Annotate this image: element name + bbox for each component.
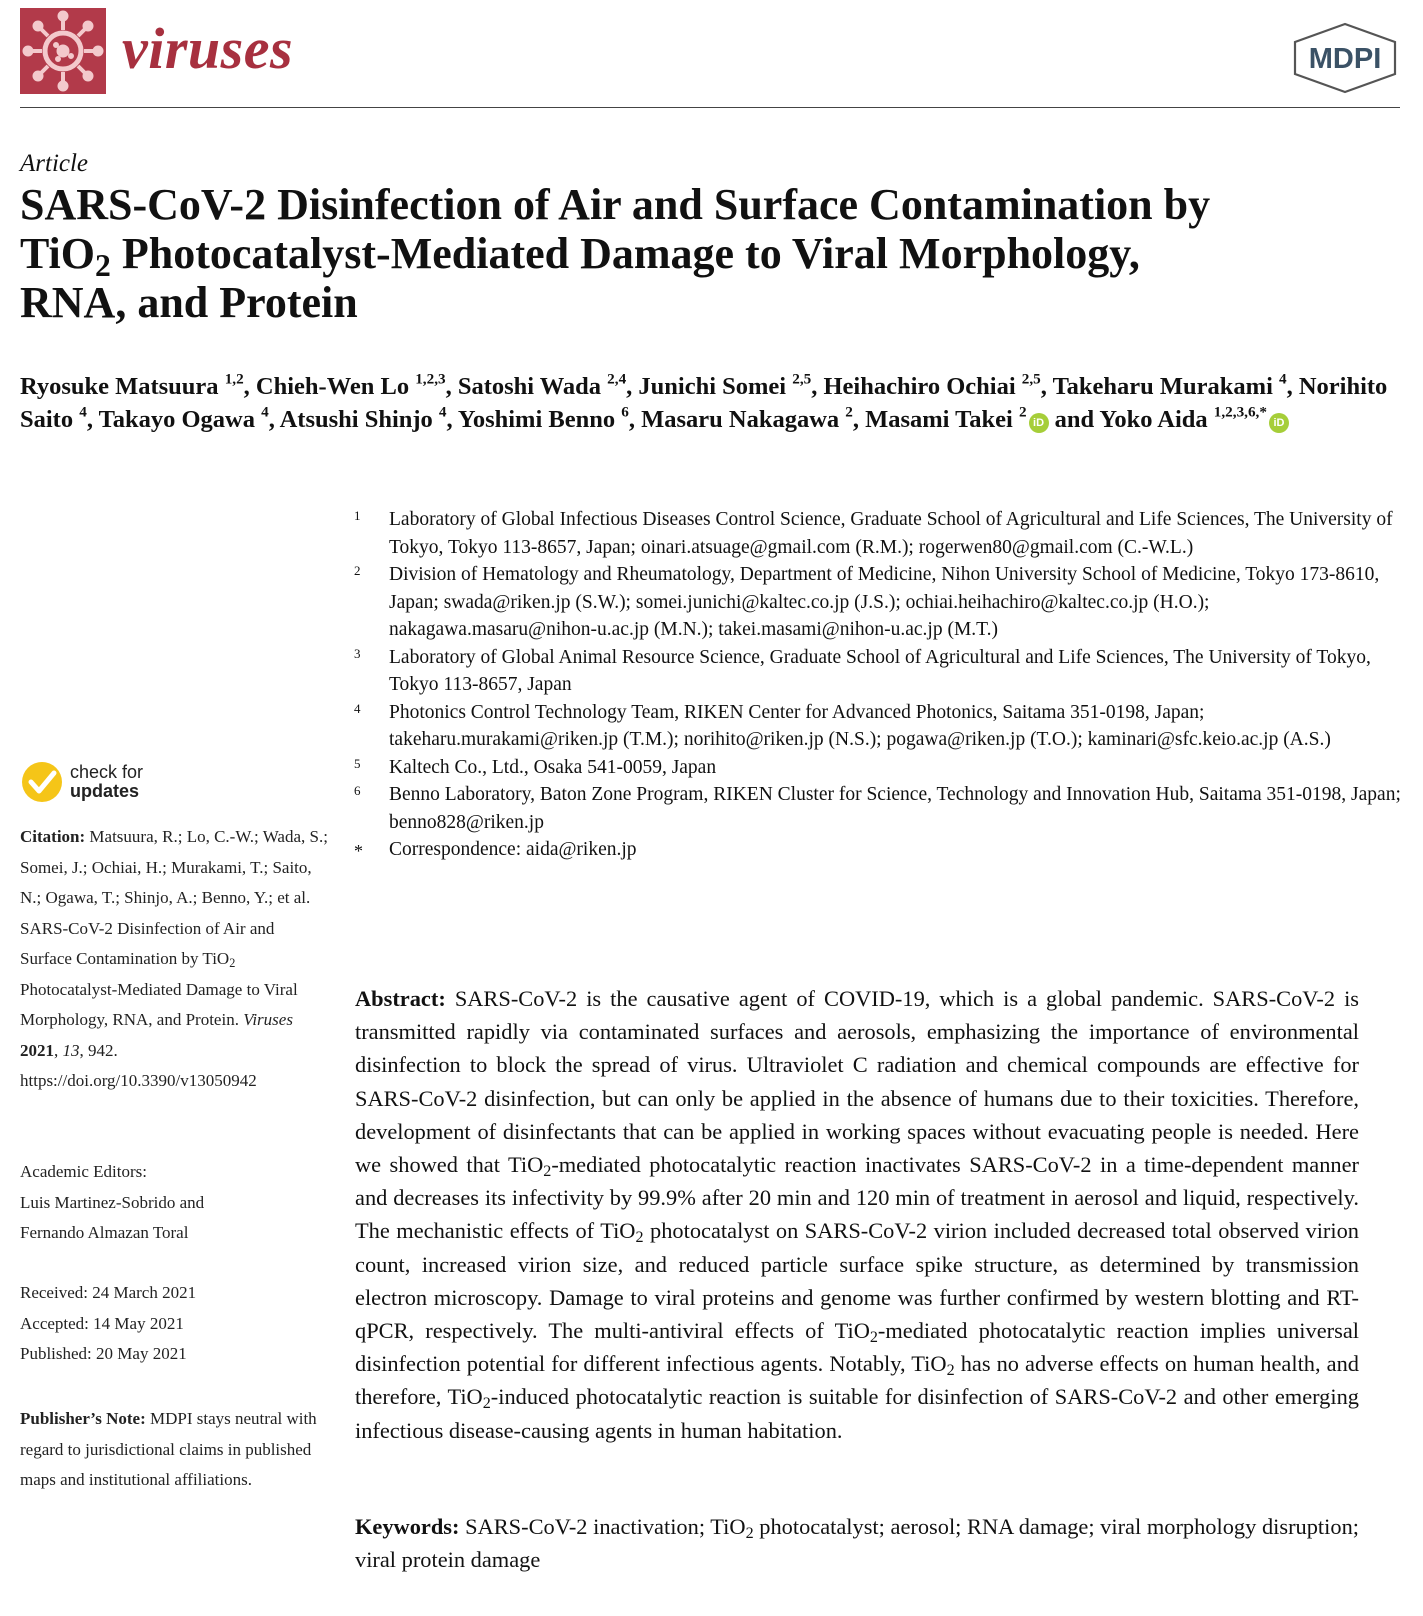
affiliation-number: 2 bbox=[354, 563, 361, 578]
check-updates-line2: updates bbox=[70, 781, 140, 801]
affiliation-text: Division of Hematology and Rheumatology, Department of Medicine, Nihon University School of Medicine, Tokyo 173-8610, Japan; swada@riken.jp (S.W.); somei.junichi@kaltec.co.jp (J.S.); ochiai.heihachiro@kaltec.co.jp (H.O.); nakagawa.masaru@nihon-u.ac.jp (M.N.); takei.masami@nihon-u.ac.jp (M.T.) bbox=[389, 564, 1380, 640]
author-list bbox=[20, 370, 1410, 436]
author-affiliation-marker: 2 bbox=[1018, 403, 1027, 421]
author-separator: , bbox=[626, 373, 639, 400]
author-affiliation-marker: 1,2 bbox=[224, 370, 244, 388]
citation-label: Citation: bbox=[20, 827, 86, 846]
check-icon bbox=[20, 760, 64, 804]
citation-journal: Viruses bbox=[243, 1010, 293, 1029]
academic-editors: Academic Editors: Luis Martinez-Sobrido and Fernando Almazan Toral bbox=[20, 1162, 205, 1242]
author-affiliation-marker: 1,2,3 bbox=[415, 370, 446, 388]
mdpi-logo bbox=[1289, 22, 1401, 99]
author-separator: , bbox=[268, 406, 280, 433]
author-affiliation-marker: 4 bbox=[261, 403, 269, 421]
author-name: Ryosuke Matsuura bbox=[20, 373, 219, 400]
orcid-icon[interactable]: iD bbox=[1029, 413, 1049, 433]
author-name: Junichi Somei bbox=[638, 373, 787, 400]
author-separator: , bbox=[243, 373, 256, 400]
author-separator: , bbox=[446, 406, 458, 433]
affiliation-item bbox=[354, 506, 1414, 561]
keywords: Keywords: SARS-CoV-2 inactivation; TiO$_2$ photocatalyst; aerosol; RNA damage; viral morphology disruption; viral protein damage bbox=[355, 1514, 1359, 1573]
abstract: Abstract: SARS-CoV-2 is the causative agent of COVID-19, which is a global pandemic. SARS-CoV-2 is transmitted rapidly via contaminated surfaces and aerosols, emphasizing the importance of environmental disinfection to block the spread of virus. Ultraviolet C radiation and chemical compounds are effective for SARS-CoV-2 disinfection, but can only be applied in the absence of humans due to their toxicities. Therefore, development of disinfectants that can be applied in working spaces without evacuating people is needed. Here we showed that TiO$_2$-mediated photocatalytic reaction inactivates SARS-CoV-2 in a time-dependent manner and decreases its infectivity by 99.9% after 20 min and 120 min of treatment in aerosol and liquid, respectively. The mechanistic effects of TiO$_2$ photocatalyst on SARS-CoV-2 virion included decreased total observed virion count, increased virion size, and reduced particle surface spike structure, as determined by transmission electron microscopy. Damage to viral proteins and genome was further confirmed by western blotting and RT-qPCR, respectively. The multi-antiviral effects of TiO$_2$-mediated photocatalytic reaction implies universal disinfection potential for different infectious agents. Notably, TiO$_2$ has no adverse effects on human health, and therefore, TiO$_2$-induced photocatalytic reaction is suitable for disinfection of SARS-CoV-2 and other emerging infectious disease-causing agents in human habitation. bbox=[355, 986, 1360, 1443]
author-name: Takeharu Murakami bbox=[1052, 373, 1273, 400]
affiliation-number: * bbox=[354, 841, 363, 861]
author-separator: , bbox=[445, 373, 458, 400]
author-name: Satoshi Wada bbox=[457, 373, 602, 400]
keywords-label: Keywords: bbox=[355, 1514, 460, 1539]
journal-name: viruses bbox=[122, 16, 294, 81]
author-affiliation-marker: 1,2,3,6,* bbox=[1213, 403, 1267, 421]
abstract-label: Abstract: bbox=[355, 986, 446, 1011]
affiliation-number: 5 bbox=[354, 755, 361, 771]
author-separator: and bbox=[1048, 406, 1100, 433]
author-separator: , bbox=[811, 373, 824, 400]
check-updates-line1: check for bbox=[70, 762, 144, 782]
author-name: Atsushi Shinjo bbox=[279, 406, 433, 433]
citation-block: Citation: Matsuura, R.; Lo, C.-W.; Wada, S.; Somei, J.; Ochiai, H.; Murakami, T.; Saito, N.; Ogawa, T.; Shinjo, A.; Benno, Y.; et al. SARS-CoV-2 Disinfection of Air and Surface Contamination by TiO$_2$ Photocatalyst-Mediated Damage to Viral Morphology, RNA, and Protein. Viruses 2021, 13, 942. https://doi.org/10.3390/v13050942 bbox=[20, 827, 328, 1090]
affiliation-text: Benno Laboratory, Baton Zone Program, RIKEN Cluster for Science, Technology and Innovation Hub, Saitama 351-0198, Japan; benno828@riken.jp bbox=[389, 784, 1401, 833]
author-name: Yoshimi Benno bbox=[457, 406, 616, 433]
author-separator: , bbox=[852, 406, 866, 433]
author-separator: , bbox=[86, 406, 99, 433]
affiliation-text: Photonics Control Technology Team, RIKEN Center for Advanced Photonics, Saitama 351-0198, Japan; takeharu.murakami@riken.jp (T.M.); norihito@riken.jp (N.S.); pogawa@riken.jp (T.O.); kaminari@sfc.keio.ac.jp (A.S.) bbox=[389, 701, 1331, 750]
affiliation-item bbox=[354, 836, 1414, 866]
author-affiliation-marker: 4 bbox=[79, 403, 87, 421]
affiliation-item bbox=[354, 754, 1414, 782]
affiliation-text: Laboratory of Global Animal Resource Science, Graduate School of Agricultural and Life Sciences, The University of Tokyo, Tokyo 113-8657, Japan bbox=[389, 646, 1371, 695]
affiliation-number: 3 bbox=[354, 645, 361, 661]
received-date: Received: 24 March 2021 bbox=[20, 1283, 197, 1302]
accepted-date: Accepted: 14 May 2021 bbox=[20, 1313, 184, 1333]
affiliation-item bbox=[354, 699, 1414, 754]
published-date: Published: 20 May 2021 bbox=[20, 1344, 187, 1363]
author-affiliation-marker: 4 bbox=[1279, 370, 1287, 388]
article-title: SARS-CoV-2 Disinfection of Air and Surface Contamination by TiO$_2$ Photocatalyst-Mediated Damage to Viral Morphology, RNA, and Protein bbox=[20, 180, 1211, 327]
affiliation-number: 6 bbox=[354, 783, 361, 798]
affiliation-number: 1 bbox=[354, 508, 361, 523]
affiliations-list bbox=[354, 506, 1414, 866]
mdpi-logo-text: MDPI bbox=[1308, 43, 1382, 75]
author-affiliation-marker: 6 bbox=[621, 403, 629, 421]
author-affiliation-marker: 2,4 bbox=[607, 370, 627, 388]
publisher-note: Publisher’s Note: MDPI stays neutral with regard to jurisdictional claims in published maps and institutional affiliations. bbox=[20, 1409, 317, 1489]
author-separator: , bbox=[628, 406, 642, 433]
affiliation-text: Laboratory of Global Infectious Diseases Control Science, Graduate School of Agricultural and Life Sciences, The University of Tokyo, Tokyo 113-8657, Japan; oinari.atsuage@gmail.com (R.M.); rogerwen80@gmail.com (C.-W.L.) bbox=[389, 509, 1393, 558]
author-affiliation-marker: 2,5 bbox=[792, 370, 812, 388]
author-affiliation-marker: 2,5 bbox=[1021, 370, 1041, 388]
affiliation-text: Correspondence: aida@riken.jp bbox=[389, 839, 637, 860]
affiliation-item bbox=[354, 561, 1414, 644]
author-name: Yoko Aida bbox=[1099, 406, 1208, 433]
author-name: Masaru Nakagawa bbox=[641, 406, 840, 433]
affiliation-item bbox=[354, 644, 1414, 699]
author-separator: , bbox=[1040, 373, 1053, 400]
author-name: Masami Takei bbox=[865, 406, 1013, 433]
article-type: Article bbox=[20, 150, 89, 177]
affiliation-number: 4 bbox=[354, 700, 361, 716]
citation-doi: , 942. https://doi.org/10.3390/v13050942 bbox=[20, 1040, 257, 1090]
affiliation-item bbox=[354, 781, 1414, 836]
virus-icon bbox=[20, 8, 106, 94]
author-name: Chieh-Wen Lo bbox=[255, 373, 410, 400]
check-for-updates-button[interactable] bbox=[20, 760, 143, 804]
affiliation-text: Kaltech Co., Ltd., Osaka 541-0059, Japan bbox=[389, 756, 717, 778]
publication-dates bbox=[20, 1278, 330, 1370]
author-affiliation-marker: 4 bbox=[438, 403, 447, 421]
author-name: Heihachiro Ochiai bbox=[823, 373, 1016, 400]
header-divider bbox=[20, 107, 1400, 108]
author-name: Takayo Ogawa bbox=[98, 406, 255, 433]
author-affiliation-marker: 2 bbox=[845, 403, 853, 421]
journal-logo bbox=[20, 8, 106, 94]
author-separator: , bbox=[1286, 373, 1299, 400]
orcid-icon[interactable]: iD bbox=[1269, 413, 1289, 433]
author-name: Norihito Saito bbox=[20, 373, 1388, 433]
